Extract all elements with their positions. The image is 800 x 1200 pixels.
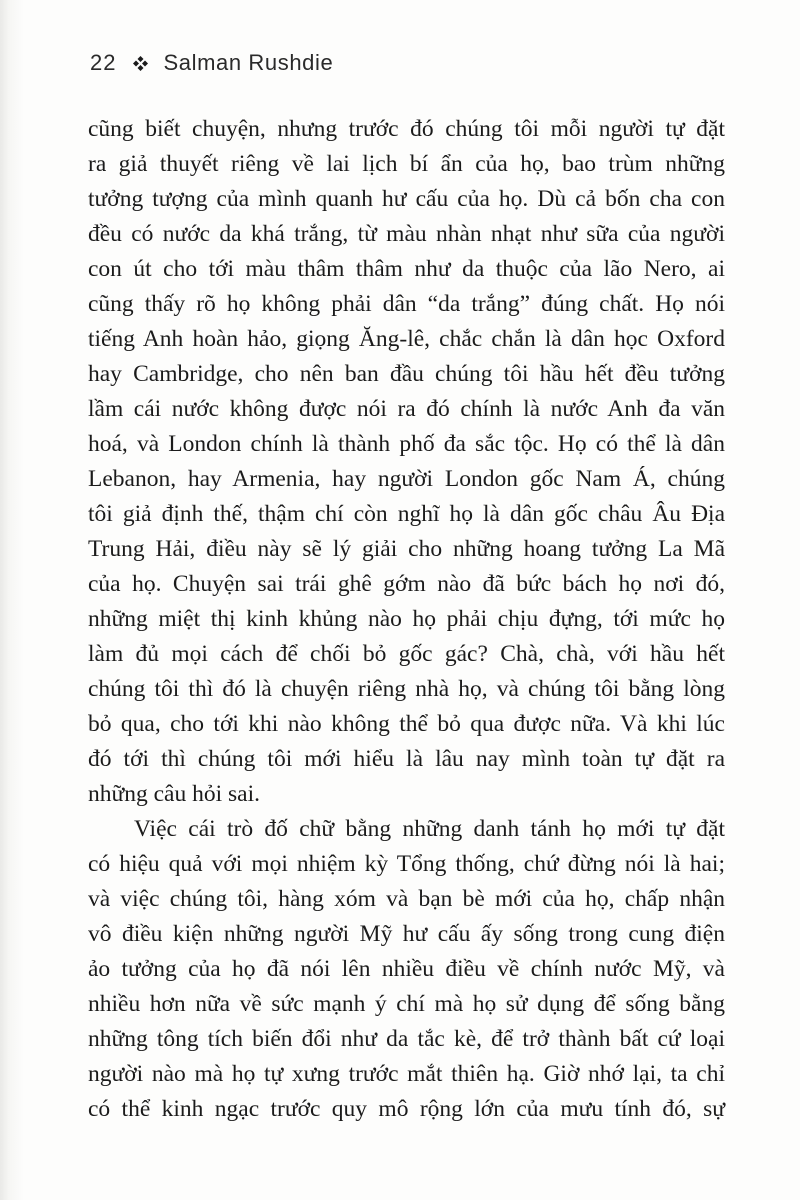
running-title: Salman Rushdie	[163, 50, 334, 75]
text-line: những câu hỏi sai.	[88, 781, 260, 807]
text-line: tiếng Anh hoàn hảo, giọng Ăng-lê, chắc chắn là dân học Oxford	[88, 326, 725, 352]
text-line: đó tới thì chúng tôi mới hiểu là lâu nay mình toàn tự đặt ra	[88, 746, 725, 772]
text-line: những tông tích biến đổi như da tắc kè, để trở thành bất cứ loại	[88, 1026, 725, 1052]
text-line: Trung Hải, điều này sẽ lý giải cho những hoang tưởng La Mã	[88, 536, 725, 562]
text-line: của họ. Chuyện sai trái ghê gớm nào đã bức bách họ nơi đó,	[88, 571, 725, 597]
text-line: hay Cambridge, cho nên ban đầu chúng tôi hầu hết đều tưởng	[88, 361, 725, 387]
text-line: làm đủ mọi cách để chối bỏ gốc gác? Chà, chà, với hầu hết	[88, 641, 725, 667]
text-line: cũng thấy rõ họ không phải dân “da trắng” đúng chất. Họ nói	[88, 291, 725, 317]
text-line: đều có nước da khá trắng, từ màu nhàn nhạt như sữa của người	[88, 221, 725, 247]
text-line: lầm cái nước không được nói ra đó chính là nước Anh đa văn	[88, 396, 725, 422]
text-block	[88, 112, 725, 1127]
text-line: Lebanon, hay Armenia, hay người London gốc Nam Á, chúng	[88, 466, 725, 492]
text-line: ra giả thuyết riêng về lai lịch bí ẩn của họ, bao trùm những	[88, 151, 725, 177]
text-line: nhiều hơn nữa về sức mạnh ý chí mà họ sử dụng để sống bằng	[88, 991, 725, 1017]
text-line: hoá, và London chính là thành phố đa sắc tộc. Họ có thể là dân	[88, 431, 725, 457]
paragraph	[88, 112, 725, 812]
text-line: ảo tưởng của họ đã nói lên nhiều điều về chính nước Mỹ, và	[88, 956, 725, 982]
paragraph	[88, 812, 725, 1127]
text-line: tôi giả định thế, thậm chí còn nghĩ họ là dân gốc châu Âu Địa	[88, 501, 725, 527]
diamond-ornament-icon	[133, 56, 148, 71]
text-line: có hiệu quả với mọi nhiệm kỳ Tổng thống, chứ đừng nói là hai;	[88, 851, 725, 877]
text-line: những miệt thị kinh khủng nào họ phải chịu đựng, tới mức họ	[88, 606, 725, 632]
page-number: 22	[90, 50, 117, 75]
text-line: con út cho tới màu thâm thâm như da thuộc của lão Nero, ai	[88, 256, 725, 282]
text-line: bỏ qua, cho tới khi nào không thể bỏ qua được nữa. Và khi lúc	[88, 711, 725, 737]
text-line: tưởng tượng của mình quanh hư cấu của họ. Dù cả bốn cha con	[88, 186, 725, 212]
text-line: chúng tôi thì đó là chuyện riêng nhà họ, và chúng tôi bằng lòng	[88, 676, 725, 702]
text-line: người nào mà họ tự xưng trước mắt thiên hạ. Giờ nhớ lại, ta chỉ	[88, 1061, 725, 1087]
text-line: vô điều kiện những người Mỹ hư cấu ấy sống trong cung điện	[88, 921, 725, 947]
text-line: và việc chúng tôi, hàng xóm và bạn bè mới của họ, chấp nhận	[88, 886, 725, 912]
running-header	[90, 50, 333, 76]
text-line: cũng biết chuyện, nhưng trước đó chúng tôi mỗi người tự đặt	[88, 116, 725, 142]
text-line: Việc cái trò đố chữ bằng những danh tánh họ mới tự đặt	[134, 816, 725, 842]
text-line: có thể kinh ngạc trước quy mô rộng lớn của mưu tính đó, sự	[88, 1096, 725, 1122]
